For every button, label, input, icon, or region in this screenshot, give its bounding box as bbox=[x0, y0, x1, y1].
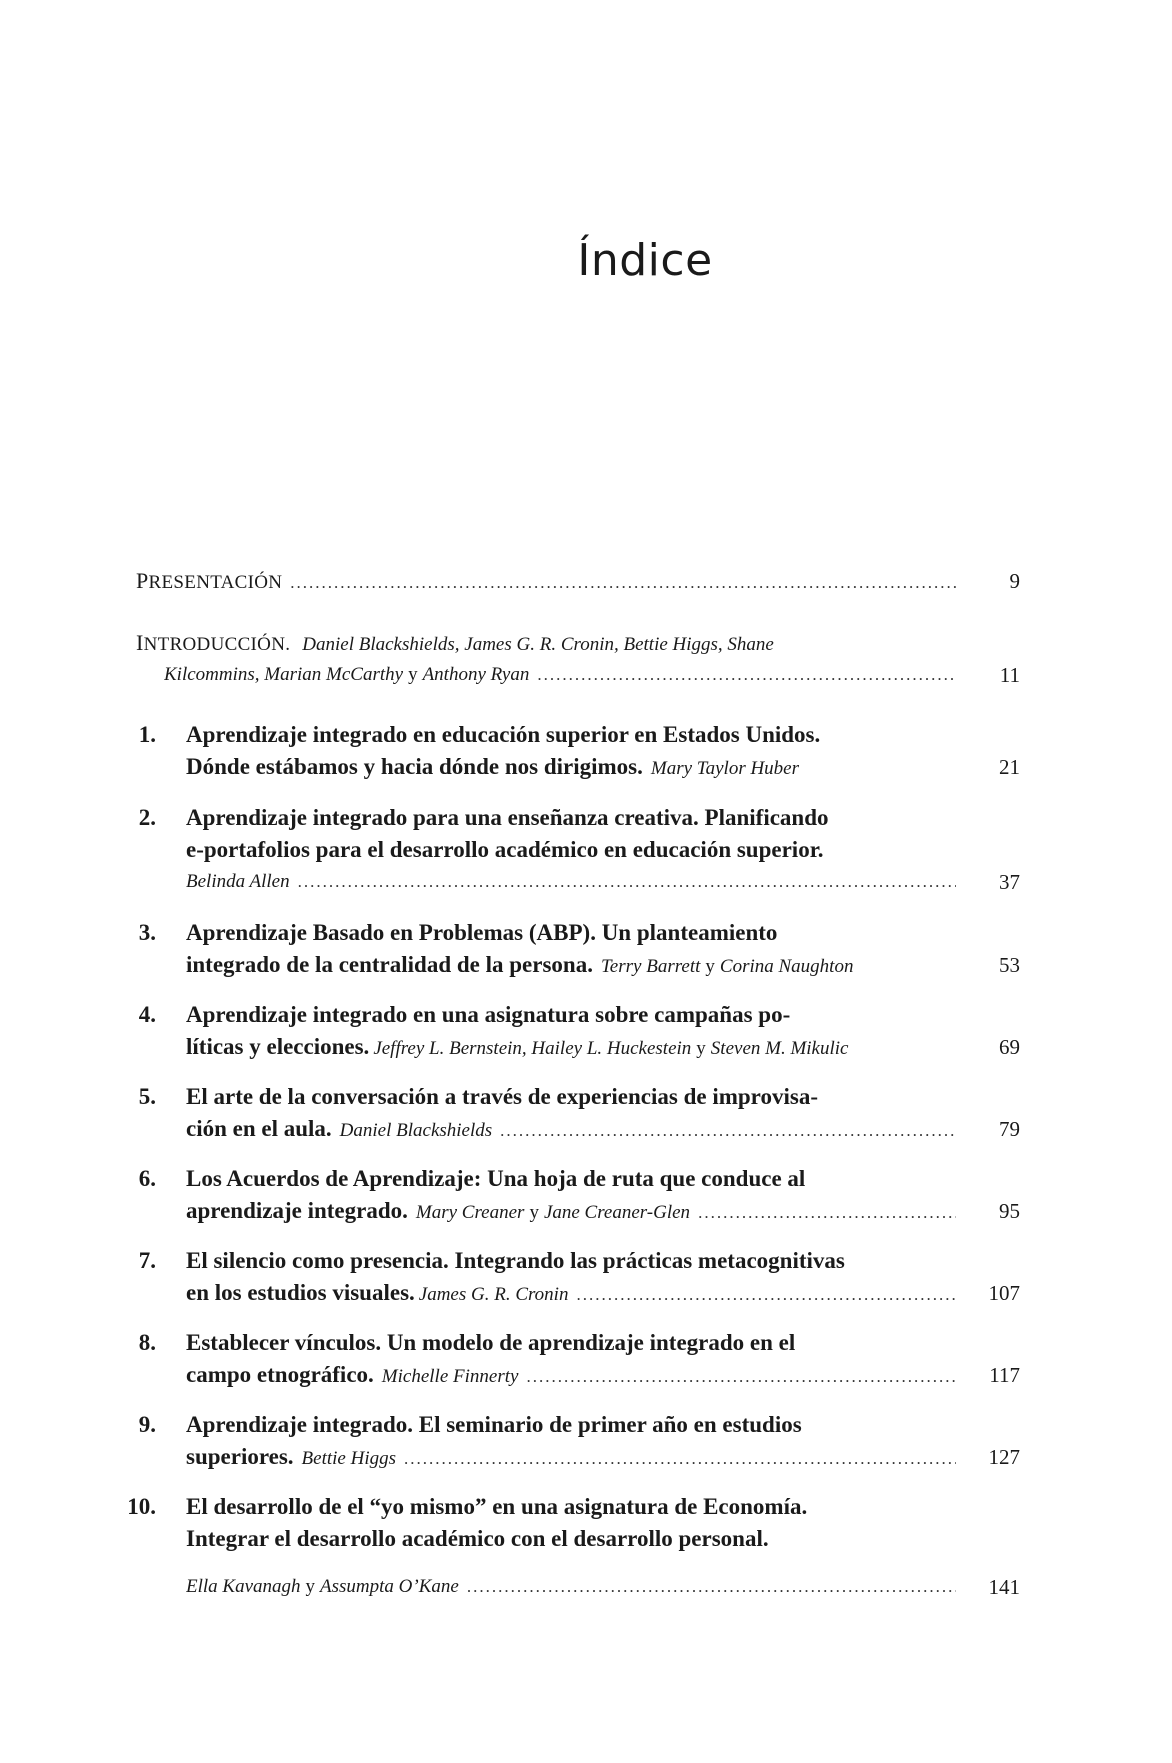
page-number: 79 bbox=[999, 1117, 1020, 1141]
chapter-title: Aprendizaje integrado. El seminario de primer año en estudios bbox=[186, 1412, 802, 1437]
chapter-title: superiores. bbox=[186, 1444, 294, 1469]
chapter-number: 9. bbox=[138, 1412, 156, 1437]
entry-authors: Kilcommins, Marian McCarthy bbox=[164, 664, 404, 685]
chapter-author: Mary Taylor Huber bbox=[650, 758, 800, 779]
chapter-number: 7. bbox=[138, 1248, 156, 1273]
chapter-number: 8. bbox=[138, 1330, 156, 1355]
page-number: 53 bbox=[999, 953, 1020, 977]
chapter-title: líticas y elecciones. bbox=[186, 1034, 370, 1059]
chapter-title: Aprendizaje integrado en educación superior en Estados Unidos. bbox=[186, 722, 821, 747]
chapter-author: Steven M. Mikulic bbox=[710, 1038, 849, 1059]
chapter-title: integrado de la centralidad de la persona. bbox=[186, 952, 593, 977]
leader-dots bbox=[537, 660, 956, 690]
page-number: 117 bbox=[989, 1363, 1020, 1387]
chapter-title: Establecer vínculos. Un modelo de aprendizaje integrado en el bbox=[186, 1330, 796, 1355]
chapter-author: Mary Creaner bbox=[415, 1202, 525, 1223]
chapter-number: 3. bbox=[138, 920, 156, 945]
leader-dots bbox=[500, 1116, 956, 1144]
chapter-title: e-portafolios para el desarrollo académico en educación superior. bbox=[186, 837, 824, 862]
leader-dots bbox=[576, 1280, 956, 1308]
entry-authors: Anthony Ryan bbox=[422, 664, 530, 685]
chapter-title: campo etnográfico. bbox=[186, 1362, 374, 1387]
leader-dots bbox=[698, 1198, 956, 1226]
page-number: 141 bbox=[988, 1575, 1020, 1599]
chapter-author: Assumpta O’Kane bbox=[320, 1576, 459, 1597]
chapter-author: James G. R. Cronin bbox=[418, 1284, 569, 1305]
chapter-title: Aprendizaje integrado para una enseñanza creativa. Planificando bbox=[186, 805, 829, 830]
chapter-author: Belinda Allen bbox=[186, 871, 290, 892]
leader-dots bbox=[467, 1572, 956, 1602]
page-title: Índice bbox=[577, 235, 713, 286]
chapter-author: Daniel Blackshields bbox=[339, 1120, 493, 1141]
chapter-number: 1. bbox=[138, 722, 156, 747]
chapter-number: 4. bbox=[138, 1002, 156, 1027]
page-number: 127 bbox=[988, 1445, 1020, 1469]
chapter-title: Aprendizaje Basado en Problemas (ABP). Un planteamiento bbox=[186, 920, 778, 945]
page-number: 107 bbox=[988, 1281, 1020, 1305]
page-number: 69 bbox=[999, 1035, 1020, 1059]
entry-heading: PRESENTACIÓN bbox=[136, 568, 283, 593]
leader-dots bbox=[298, 867, 956, 897]
chapter-author: Jeffrey L. Bernstein, Hailey L. Huckestein bbox=[373, 1038, 692, 1059]
chapter-author: Jane Creaner-Glen bbox=[543, 1202, 691, 1223]
page-number: 37 bbox=[999, 870, 1020, 894]
chapter-title: Integrar el desarrollo académico con el desarrollo personal. bbox=[186, 1526, 769, 1551]
chapter-number: 2. bbox=[138, 805, 156, 830]
chapter-title: Aprendizaje integrado en una asignatura sobre campañas po- bbox=[186, 1002, 791, 1027]
chapter-title: Los Acuerdos de Aprendizaje: Una hoja de ruta que conduce al bbox=[186, 1166, 806, 1191]
chapter-author: Terry Barrett bbox=[600, 956, 701, 977]
page-number: 9 bbox=[1009, 569, 1020, 593]
chapter-title: El desarrollo de el “yo mismo” en una asignatura de Economía. bbox=[186, 1494, 808, 1519]
page-number: 21 bbox=[999, 755, 1020, 779]
entry-heading: INTRODUCCIÓN. bbox=[136, 630, 291, 655]
chapter-title: aprendizaje integrado. bbox=[186, 1198, 408, 1223]
entry-authors: Daniel Blackshields, James G. R. Cronin, Bettie Higgs, Shane bbox=[302, 634, 774, 655]
chapter-title: El silencio como presencia. Integrando las prácticas metacognitivas bbox=[186, 1248, 845, 1273]
chapter-author: Corina Naughton bbox=[719, 956, 854, 977]
page-number: 11 bbox=[999, 663, 1020, 687]
chapter-number: 5. bbox=[138, 1084, 156, 1109]
chapter-author: Bettie Higgs bbox=[301, 1448, 396, 1469]
chapter-number: 6. bbox=[138, 1166, 156, 1191]
page-number: 95 bbox=[999, 1199, 1020, 1223]
leader-dots bbox=[290, 568, 956, 596]
chapter-title: ción en el aula. bbox=[186, 1116, 332, 1141]
chapter-author: Ella Kavanagh bbox=[186, 1576, 301, 1597]
chapter-title: en los estudios visuales. bbox=[186, 1280, 415, 1305]
chapter-number: 10. bbox=[127, 1494, 156, 1519]
chapter-title: Dónde estábamos y hacia dónde nos dirigimos. bbox=[186, 754, 643, 779]
chapter-title: El arte de la conversación a través de experiencias de improvisa- bbox=[186, 1084, 818, 1109]
chapter-author: Michelle Finnerty bbox=[381, 1366, 519, 1387]
leader-dots bbox=[404, 1444, 956, 1472]
leader-dots bbox=[526, 1362, 956, 1390]
